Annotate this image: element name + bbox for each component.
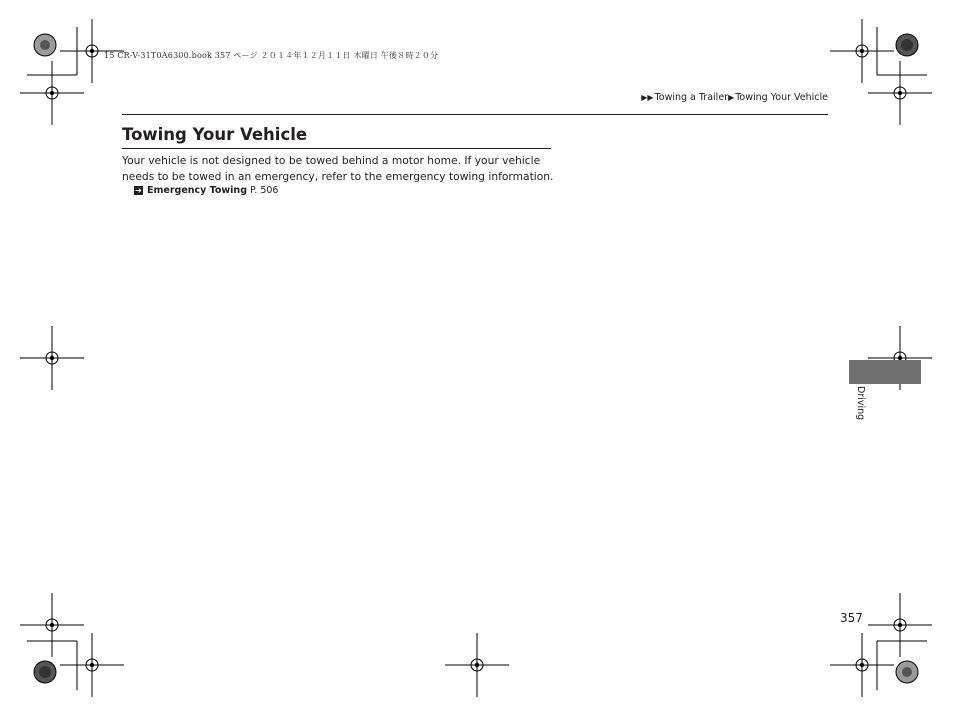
chapter-tab xyxy=(849,360,921,384)
title-underline xyxy=(122,148,551,149)
breadcrumb-section[interactable]: Towing a Trailer xyxy=(654,92,729,103)
print-header: 15 CR-V-31T0A6300.book 357 ページ ２０１４年１２月１１日 木曜日 午後８時２０分 xyxy=(104,51,439,60)
body-paragraph: Your vehicle is not designed to be towed behind a motor home. If your vehicle needs to be towed in an emergency, refer to the emergency towing information. xyxy=(122,154,554,183)
cross-reference-link[interactable] xyxy=(134,185,278,196)
reference-title[interactable]: Emergency Towing xyxy=(147,185,247,196)
reference-page: P. 506 xyxy=(250,185,279,196)
arrow-right-icon: ➔ xyxy=(135,186,142,195)
starburst-mark-icon xyxy=(34,34,56,56)
starburst-mark-icon xyxy=(34,661,56,683)
chapter-tab-label: Driving xyxy=(855,386,866,421)
breadcrumb-separator-icon: ▶ xyxy=(728,93,735,102)
breadcrumb xyxy=(641,92,828,103)
header-divider xyxy=(122,114,828,115)
starburst-mark-icon xyxy=(896,34,918,56)
starburst-mark-icon xyxy=(896,661,918,683)
breadcrumb-arrows-icon: ▶▶ xyxy=(641,93,654,102)
page-title: Towing Your Vehicle xyxy=(122,125,308,144)
breadcrumb-current: Towing Your Vehicle xyxy=(735,92,828,103)
page-number: 357 xyxy=(840,611,863,625)
